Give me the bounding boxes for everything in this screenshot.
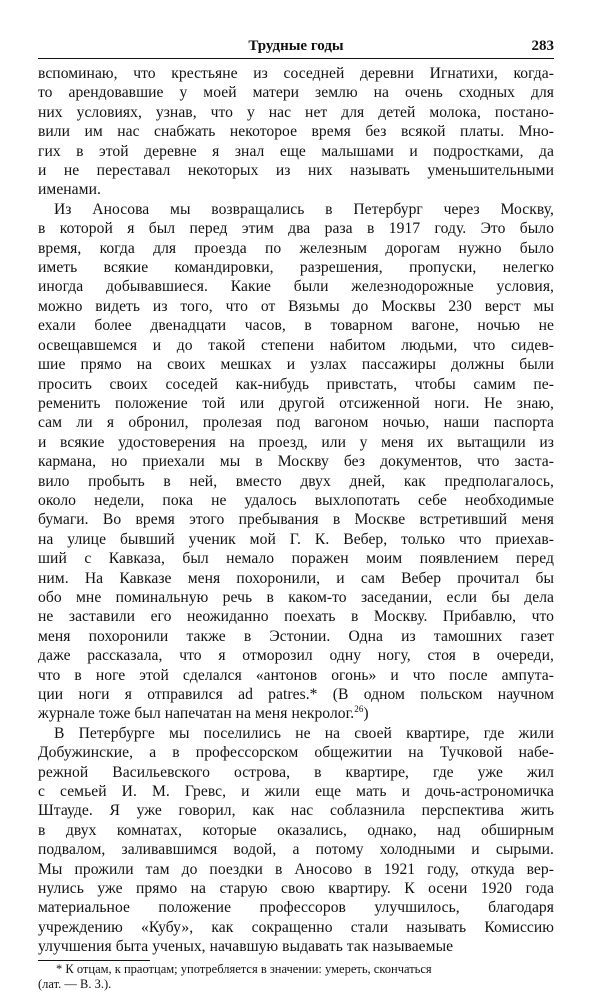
- page-number: 283: [531, 38, 554, 54]
- text-line: именами.: [38, 181, 101, 199]
- footnote-divider: [38, 960, 150, 961]
- text-line: Мы прожили там до поездки в Аносово в 1921 году, откуда вер-: [38, 860, 554, 878]
- text-line: гих в этой деревне я знал еще малышами и подростками, да: [38, 142, 554, 160]
- text-line: то арендовавшие у моей матери землю на очень сходных для: [38, 84, 554, 102]
- text-line: около недели, пока не удалось выхлопотать себе необходимые: [38, 491, 554, 509]
- text-line: иметь всякие командировки, разрешения, пропуски, нелегко: [38, 259, 554, 277]
- text-line: в которой я был перед этим два раза в 1917 году. Это было: [38, 220, 554, 238]
- text-line: бумаги. Во время этого пребывания в Москве встретивший меня: [38, 511, 554, 529]
- text-line: вили им нас снабжать некоторое время без всякой платы. Мно-: [38, 123, 554, 141]
- text-line: вило пробыть в ней, вместо двух дней, как предполагалось,: [38, 472, 554, 490]
- text-line: улучшения быта ученых, начавшую выдавать так называемые: [38, 938, 454, 956]
- paragraph-3: [38, 724, 554, 957]
- text-line: меня похоронили также в Эстонии. Одна из тамошних газет: [38, 627, 554, 645]
- text-line: в двух комнатах, которые оказались, однако, над обширным: [38, 821, 554, 839]
- paragraph-1: [38, 64, 554, 200]
- text-line: Из Аносова мы возвращались в Петербург через Москву,: [54, 200, 554, 218]
- text-line: подвалом, заливавшимся водой, а потому холодными и сырыми.: [38, 841, 554, 859]
- text-line: даже рассказала, что я отморозил одну ногу, стоя в очереди,: [38, 647, 554, 665]
- text-line: них условиях, узнав, что у нас нет для детей молока, постано-: [38, 103, 554, 121]
- text-line: учреждению «Кубу», как сокращенно стали называть Комиссию: [38, 918, 554, 936]
- text-line: что в ноге этой сделался «антонов огонь» и что после ампута-: [38, 666, 554, 684]
- text-line: кармана, но приехали мы в Москву без документов, что заста-: [38, 453, 554, 471]
- text-line: материальное положение профессоров улучшилось, благодаря: [38, 899, 554, 917]
- text-line: ший с Кавказа, был немало поражен моим появлением перед: [38, 550, 554, 568]
- paragraph-2: [38, 200, 554, 724]
- running-title: Трудные годы: [248, 38, 344, 54]
- text-line: и не переставал некоторых из них называть уменьшительными: [38, 162, 554, 180]
- text-line: ции ноги я отправился ad patres.* (В одном польском научном: [38, 686, 554, 703]
- footnote-line: * К отцам, к праотцам; употребляется в значении: умереть, скончаться: [56, 961, 432, 976]
- text-line: Штауде. Я уже говорил, как нас соблазнила перспектива жить: [38, 802, 554, 820]
- running-head: [38, 36, 554, 59]
- text-line: время, когда для проезда по железным дорогам нужно было: [38, 239, 554, 257]
- text-line: можно видеть из того, что от Вязьмы до Москвы 230 верст мы: [38, 297, 554, 315]
- text-line: сам ли я обронил, пролезая под вагоном ночью, наши паспорта: [38, 414, 554, 432]
- text-line: на улице бывший ученик мой Г. К. Вебер, только что приехав-: [38, 530, 554, 548]
- book-page: [38, 36, 554, 992]
- closing-paren: ): [363, 705, 369, 723]
- text-line: вспоминаю, что крестьяне из соседней деревни Игнатихи, когда-: [38, 65, 554, 82]
- body-text: [38, 64, 554, 957]
- text-line: шие прямо на своих мешках и узлах пассажиры должны были: [38, 356, 554, 374]
- note-reference: 26: [354, 704, 364, 715]
- text-line: иногда добывавшиеся. Какие были железнодорожные условия,: [38, 278, 554, 296]
- text-line: просить своих соседей как-нибудь привстать, чтобы самим пе-: [38, 375, 554, 393]
- text-line: нулись уже прямо на старую свою квартиру. К осени 1920 года: [38, 880, 554, 898]
- text-line: ременить положение той или другой отсиженной ноги. Не знаю,: [38, 394, 554, 412]
- text-line: освещавшемся и до такой степени набитом людьми, что сидев-: [38, 336, 554, 354]
- text-line: режной Васильевского острова, в квартире, где уже жил: [38, 763, 554, 781]
- text-line: не заставили его неожиданно поехать в Москву. Прибавлю, что: [38, 608, 554, 626]
- footnote: [38, 962, 554, 992]
- text-line: ехали более двенадцати часов, в товарном вагоне, ночью не: [38, 317, 554, 335]
- text-line: и всякие удостоверения на проезд, или у меня их вытащили из: [38, 433, 554, 451]
- text-line: ним. На Кавказе меня похоронили, и сам Вебер прочитал бы: [38, 569, 554, 587]
- footnote-line: (лат. — В. З.).: [38, 976, 112, 991]
- text-line: обо мне поминальную речь в каком-то заседании, если бы дела: [38, 588, 554, 606]
- text-line: В Петербурге мы поселились не на своей квартире, где жили: [54, 724, 554, 742]
- text-line: журнале тоже был напечатан на меня некролог.$^{26}$): [38, 704, 369, 723]
- text-line: с семьей И. М. Гревс, и жили еще мать и дочь-астрономичка: [38, 783, 554, 801]
- text-line: Добужинские, а в профессорском общежитии на Тучковой набе-: [38, 744, 554, 762]
